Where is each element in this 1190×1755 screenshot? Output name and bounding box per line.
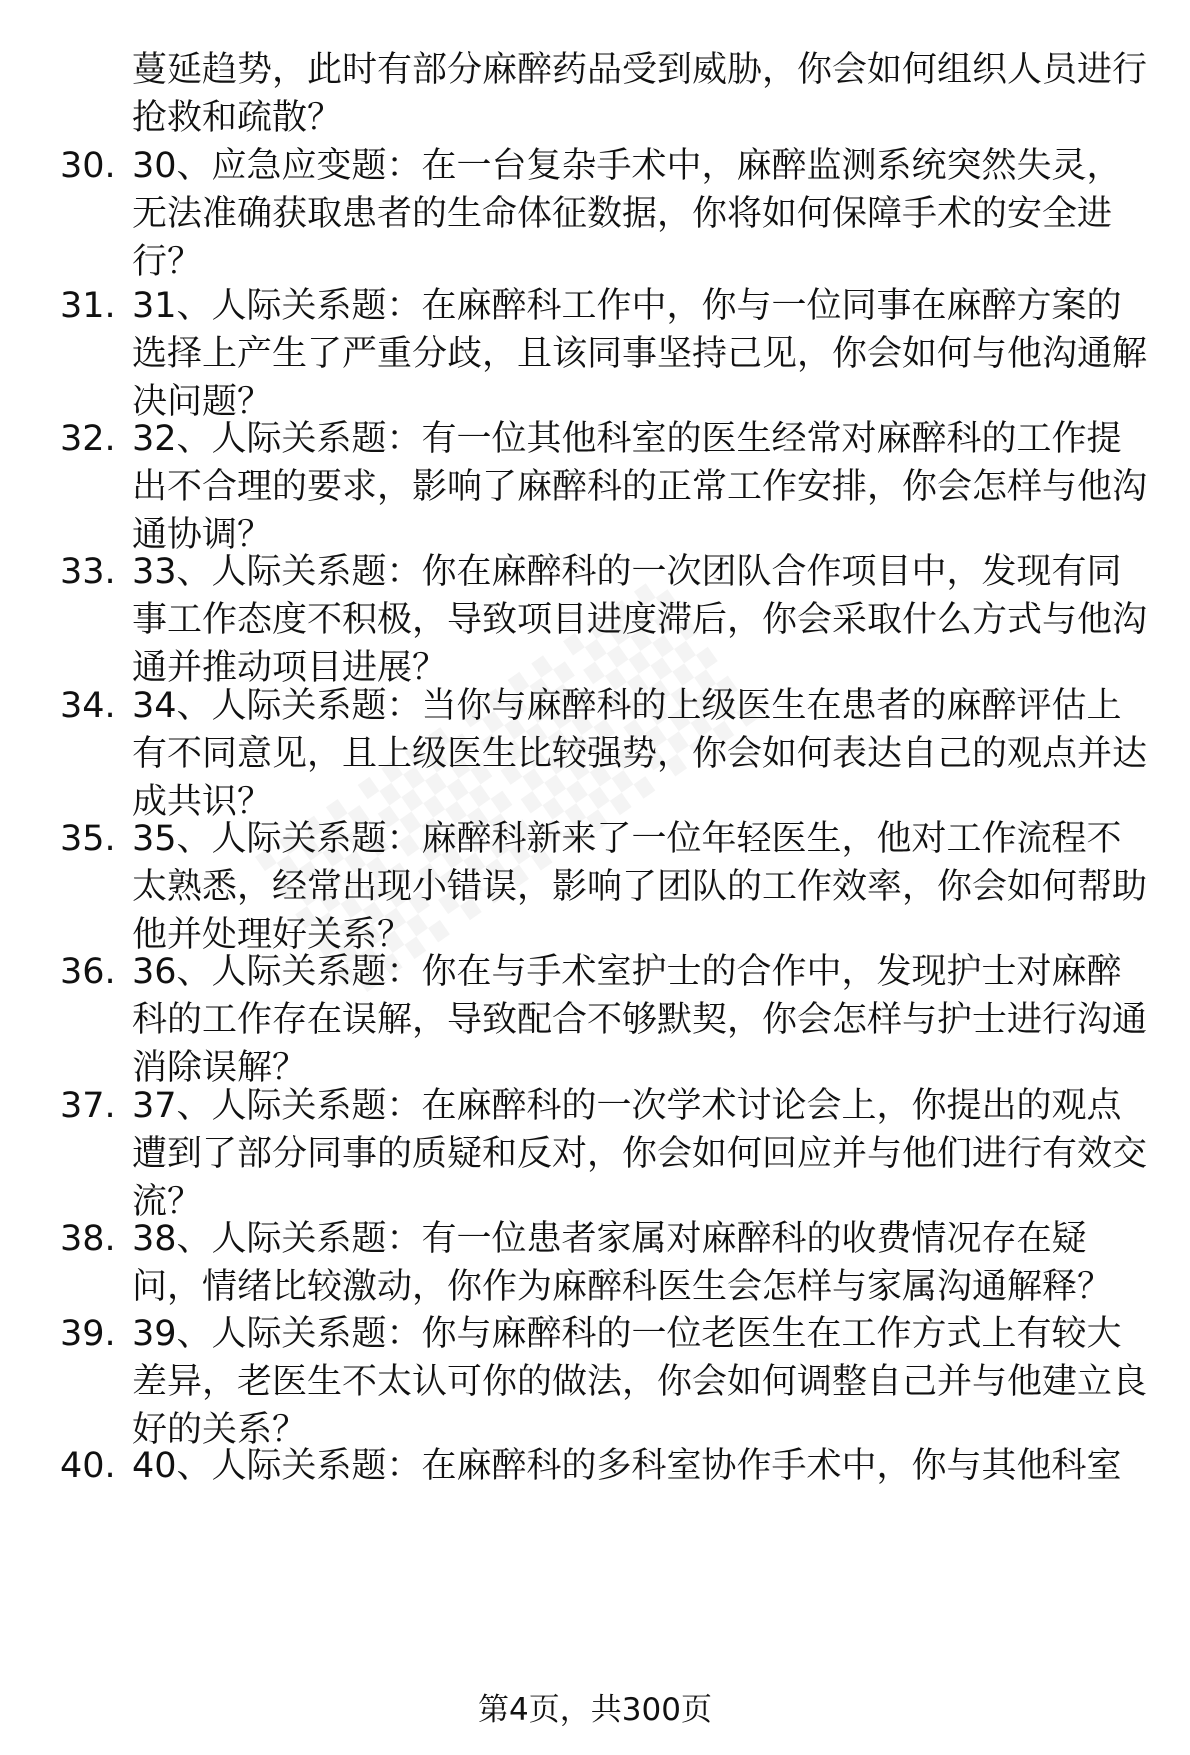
item-number: 38. (60, 1219, 116, 1259)
item-number: 32. (60, 419, 116, 459)
item-number: 39. (60, 1314, 116, 1354)
page-number-footer: 第4页，共300页 (478, 1692, 712, 1728)
item-text: 40、人际关系题：在麻醉科的多科室协作手术中，你与其他科室 (132, 1446, 1122, 1486)
item-number: 34. (60, 686, 116, 726)
item-text: 32、人际关系题：有一位其他科室的医生经常对麻醉科的工作提出不合理的要求，影响了麻醉科的正常工作安排，你会怎样与他沟通协调？ (132, 419, 1148, 555)
item-number: 36. (60, 952, 116, 992)
item-text: 34、人际关系题：当你与麻醉科的上级医生在患者的麻醉评估上有不同意见，且上级医生比较强势，你会如何表达自己的观点并达成共识？ (132, 686, 1148, 822)
item-text: 38、人际关系题：有一位患者家属对麻醉科的收费情况存在疑问，情绪比较激动，你作为麻醉科医生会怎样与家属沟通解释？ (132, 1219, 1113, 1307)
item-text: 35、人际关系题：麻醉科新来了一位年轻医生，他对工作流程不太熟悉，经常出现小错误，影响了团队的工作效率，你会如何帮助他并处理好关系？ (132, 819, 1148, 955)
item-text: 37、人际关系题：在麻醉科的一次学术讨论会上，你提出的观点遭到了部分同事的质疑和反对，你会如何回应并与他们进行有效交流？ (132, 1086, 1148, 1222)
item-number: 33. (60, 552, 116, 592)
item-text: 39、人际关系题：你与麻醉科的一位老医生在工作方式上有较大差异，老医生不太认可你的做法，你会如何调整自己并与他建立良好的关系？ (132, 1314, 1148, 1450)
continuation-paragraph: 蔓延趋势，此时有部分麻醉药品受到威胁，你会如何组织人员进行抢救和疏散？ (132, 50, 1148, 138)
item-number: 35. (60, 819, 116, 859)
item-number: 37. (60, 1086, 116, 1126)
item-text: 36、人际关系题：你在与手术室护士的合作中，发现护士对麻醉科的工作存在误解，导致配合不够默契，你会怎样与护士进行沟通消除误解？ (132, 952, 1148, 1088)
item-number: 31. (60, 286, 116, 326)
item-text: 31、人际关系题：在麻醉科工作中，你与一位同事在麻醉方案的选择上产生了严重分歧，且该同事坚持己见，你会如何与他沟通解决问题？ (132, 286, 1148, 422)
item-number: 40. (60, 1446, 116, 1486)
item-text: 33、人际关系题：你在麻醉科的一次团队合作项目中，发现有同事工作态度不积极，导致项目进度滞后，你会采取什么方式与他沟通并推动项目进展？ (132, 552, 1148, 688)
item-text: 30、应急应变题：在一台复杂手术中，麻醉监测系统突然失灵，无法准确获取患者的生命体征数据，你将如何保障手术的安全进行？ (132, 146, 1122, 282)
item-number: 30. (60, 146, 116, 186)
